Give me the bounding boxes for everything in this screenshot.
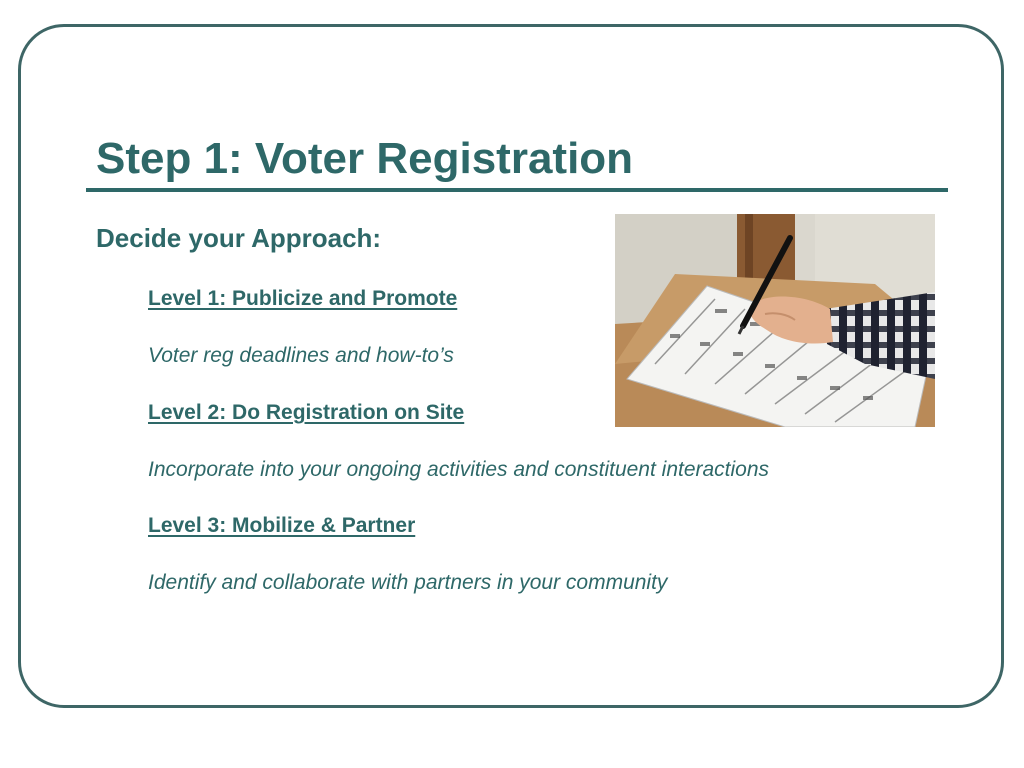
title-underline-divider (86, 188, 948, 192)
ballot-photo (615, 214, 935, 427)
level-3-link[interactable]: Level 3: Mobilize & Partner (148, 514, 416, 537)
level-2-link[interactable]: Level 2: Do Registration on Site (148, 401, 465, 424)
approach-subheading: Decide your Approach: (96, 223, 382, 253)
level-1-link[interactable]: Level 1: Publicize and Promote (148, 287, 458, 310)
slide-title: Step 1: Voter Registration (96, 134, 634, 183)
level-2-description: Incorporate into your ongoing activities and constituent interactions (148, 458, 770, 481)
level-3-description: Identify and collaborate with partners in your community (148, 571, 668, 594)
level-1-description: Voter reg deadlines and how-to’s (148, 344, 454, 367)
